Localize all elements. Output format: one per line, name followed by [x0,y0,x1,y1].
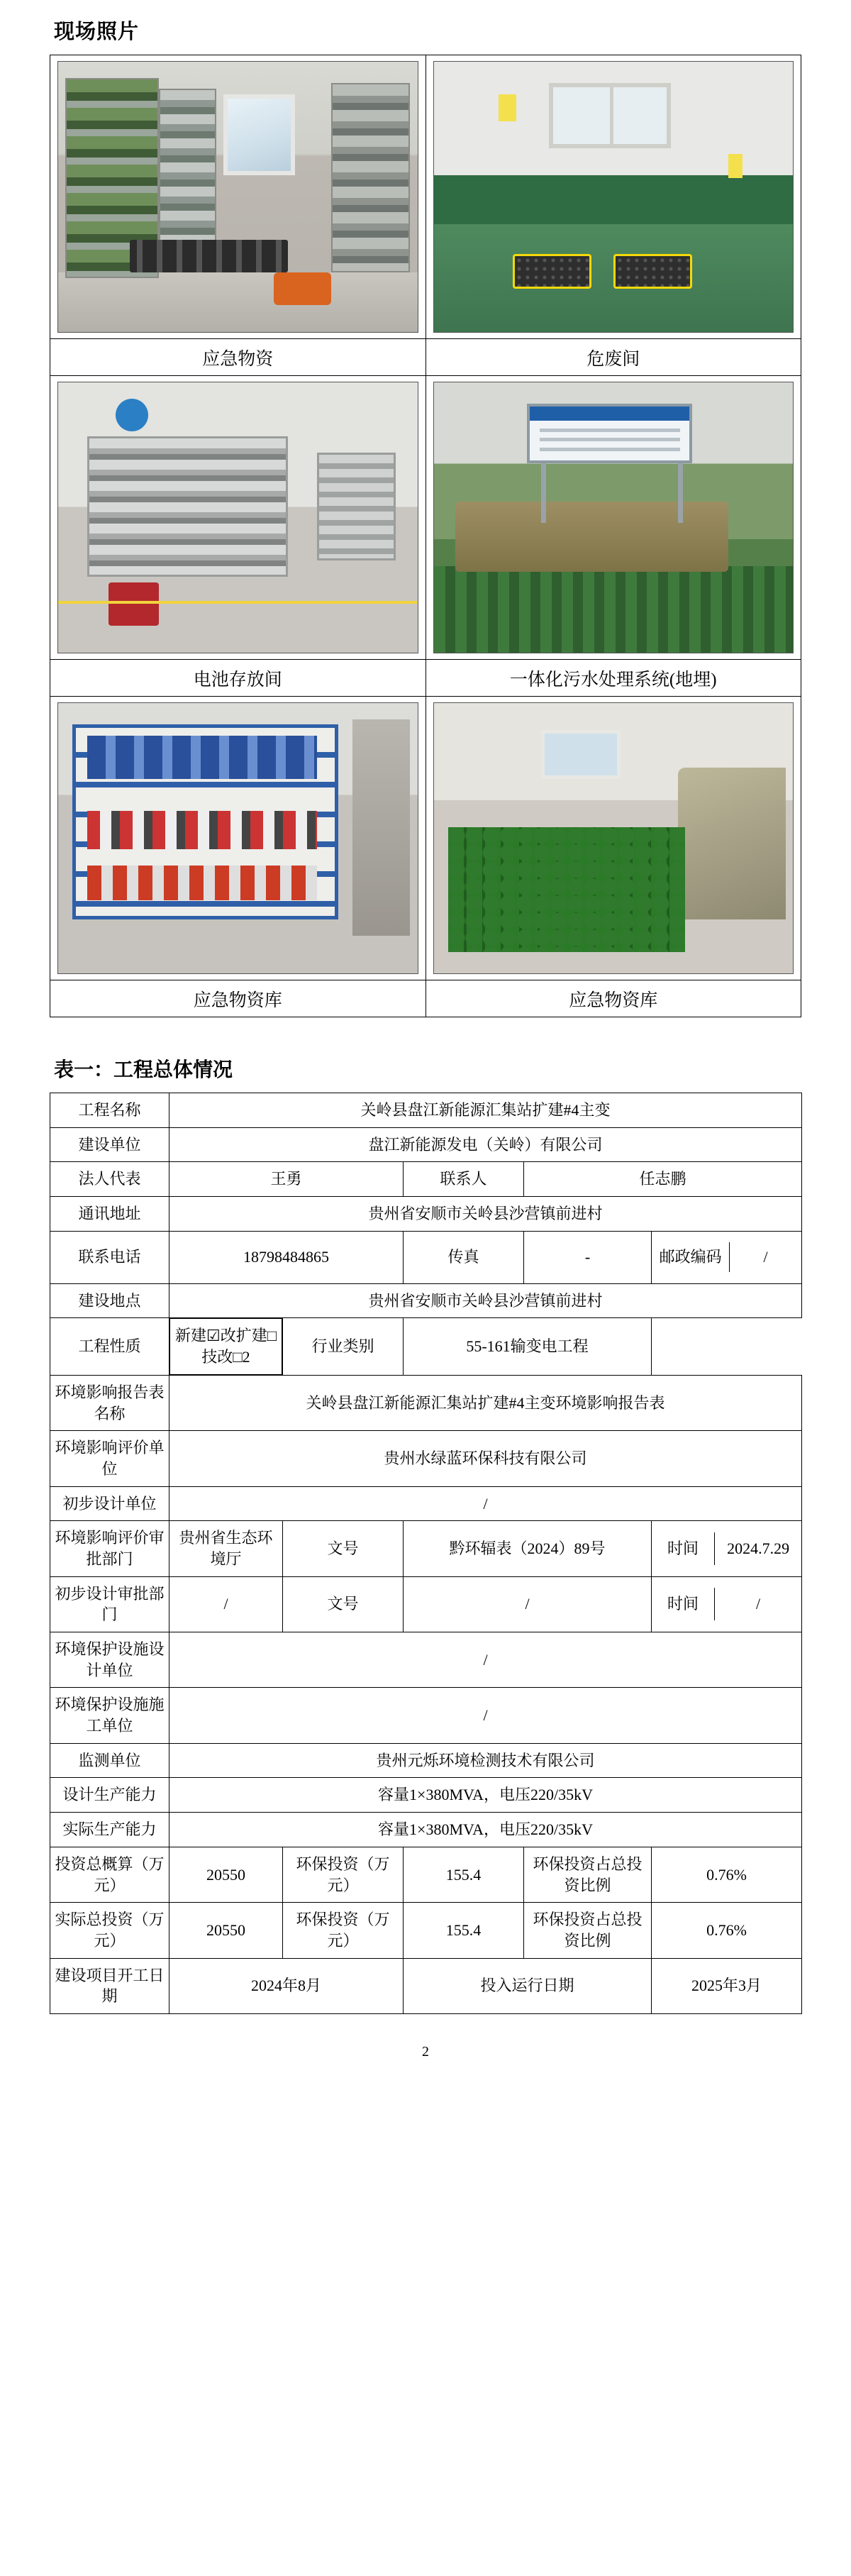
page-number: 2 [422,2043,429,2060]
value-industry-category: 55-161输变电工程 [404,1318,652,1375]
table-row-phone [50,1231,802,1283]
label-eia-unit: 环境影响评价单位 [50,1431,169,1486]
table-row-eia-unit [50,1431,802,1486]
photo-caption-hazardous-waste-room: 危废间 [425,339,801,376]
value-env-ratio-budget: 0.76% [652,1847,802,1902]
photo-cell-hazardous-waste-room [425,55,801,339]
photo-cell-emergency-supplies [50,55,426,339]
table-row-total-budget [50,1847,802,1902]
photo-sewage-treatment-system [433,382,794,653]
table-row-env-design-unit [50,1632,802,1688]
label-prelim-approval-dept: 初步设计审批部门 [50,1576,169,1632]
stored-boxes [87,736,317,779]
label-construction-unit: 建设单位 [50,1127,169,1162]
value-prelim-approval-dept: / [169,1576,283,1632]
warning-sign-icon [728,154,742,178]
label-env-invest-actual: 环保投资（万元） [283,1903,404,1958]
label-site: 建设地点 [50,1283,169,1318]
value-design-capacity: 容量1×380MVA，电压220/35kV [169,1778,802,1813]
value-actual-total: 20550 [169,1903,283,1958]
label-eia-time: 时间 [652,1532,715,1565]
prelim-time-group [652,1576,802,1632]
label-start-date: 建设项目开工日期 [50,1958,169,2013]
value-project-nature[interactable]: 新建☑改扩建□技改□2 [169,1318,282,1374]
table-row-prelim-approval [50,1576,802,1632]
label-actual-capacity: 实际生产能力 [50,1813,169,1847]
photo-row [50,376,801,660]
floor-marking-line [58,601,418,604]
photo-cell-battery-storage-room [50,376,426,660]
value-phone: 18798484865 [169,1231,404,1283]
label-legal-rep: 法人代表 [50,1162,169,1197]
battery-rack-secondary [317,453,396,560]
table-row-legal-rep [50,1162,802,1197]
table-row-design-capacity [50,1778,802,1813]
label-contact: 联系人 [404,1162,524,1197]
label-prelim-doc-no: 文号 [283,1576,404,1632]
label-project-nature: 工程性质 [50,1318,169,1375]
value-prelim-design-unit: / [169,1486,802,1521]
value-postcode: / [763,1248,768,1266]
battery-rack [87,436,289,577]
shelf-right [331,83,410,272]
label-operation-date: 投入运行日期 [404,1958,652,2013]
containment-tray [613,254,692,289]
label-industry-category: 行业类别 [283,1318,404,1375]
label-prelim-design-unit: 初步设计单位 [50,1486,169,1521]
table-row-env-construction-unit [50,1688,802,1743]
table-row-site [50,1283,802,1318]
label-monitor-unit: 监测单位 [50,1743,169,1778]
grass-area [434,566,794,653]
value-monitor-unit: 贵州元烁环境检测技术有限公司 [169,1743,802,1778]
photo-emergency-supplies [57,61,418,333]
photo-caption-emergency-supplies-warehouse-1: 应急物资库 [50,980,426,1017]
value-legal-rep: 王勇 [169,1162,404,1197]
label-eia-report-name: 环境影响报告表名称 [50,1375,169,1430]
label-project-name: 工程名称 [50,1093,169,1128]
board-header-bar [530,407,689,421]
photo-hazardous-waste-room [433,61,794,333]
value-project-name: 关岭县盘江新能源汇集站扩建#4主变 [169,1093,802,1128]
table-row-construction-unit [50,1127,802,1162]
value-prelim-time: / [756,1595,761,1613]
door [352,719,410,936]
warning-sign-icon [499,94,516,121]
value-site: 贵州省安顺市关岭县沙营镇前进村 [169,1283,802,1318]
table-row-dates [50,1958,802,2013]
table-row-eia-report [50,1375,802,1430]
label-design-capacity: 设计生产能力 [50,1778,169,1813]
photo-emergency-supplies-warehouse-2 [433,702,794,974]
value-address: 贵州省安顺市关岭县沙营镇前进村 [169,1197,802,1232]
project-overview-table [50,1093,802,2014]
photos-section-heading: 现场照片 [54,21,140,43]
photo-row [50,697,801,980]
label-prelim-time: 时间 [652,1588,715,1620]
photo-caption-battery-storage-room: 电池存放间 [50,660,426,697]
value-env-design-unit: / [169,1632,802,1688]
value-eia-time: 2024.7.29 [727,1539,790,1558]
label-env-ratio-actual: 环保投资占总投资比例 [524,1903,652,1958]
information-board [527,404,692,463]
covered-materials [678,768,786,919]
window [541,730,620,779]
window [549,83,671,148]
stored-items-row [87,866,317,901]
photo-row [50,55,801,339]
photo-caption-sewage-treatment-system: 一体化污水处理系统(地埋) [425,660,801,697]
red-cart [109,582,159,626]
caption-row [50,660,801,697]
label-fax: 传真 [404,1231,524,1283]
value-operation-date: 2025年3月 [652,1958,802,2013]
label-postcode: 邮政编码 [652,1242,730,1272]
caption-row [50,339,801,376]
table-row-project-name [50,1093,802,1128]
containment-tray [513,254,591,289]
label-env-construction-unit: 环境保护设施施工单位 [50,1688,169,1743]
table-one-title: 表一：工程总体情况 [54,1059,233,1081]
site-photos-table [50,55,801,1017]
value-eia-approval-dept: 贵州省生态环境厅 [169,1521,283,1576]
value-actual-capacity: 容量1×380MVA，电压220/35kV [169,1813,802,1847]
label-address: 通讯地址 [50,1197,169,1232]
value-fax: - [524,1231,652,1283]
label-env-invest-budget: 环保投资（万元） [283,1847,404,1902]
photo-caption-emergency-supplies: 应急物资 [50,339,426,376]
label-env-ratio-budget: 环保投资占总投资比例 [524,1847,652,1902]
label-eia-approval-dept: 环境影响评价审批部门 [50,1521,169,1576]
table-row-prelim-design-unit [50,1486,802,1521]
board-text-line [540,438,680,441]
page-content [50,0,801,2060]
caption-row [50,980,801,1017]
equipment-row [130,240,288,272]
board-text-line [540,429,680,432]
board-text-line [540,448,680,451]
company-logo-icon [116,399,148,431]
photo-caption-emergency-supplies-warehouse-2: 应急物资库 [425,980,801,1017]
label-actual-total: 实际总投资（万元） [50,1903,169,1958]
value-start-date: 2024年8月 [169,1958,404,2013]
photo-cell-sewage-treatment-system [425,376,801,660]
value-env-invest-actual: 155.4 [404,1903,524,1958]
table-row-monitor-unit [50,1743,802,1778]
value-env-invest-budget: 155.4 [404,1847,524,1902]
eia-time-group [652,1521,802,1576]
window [223,94,295,175]
table-row-nature [50,1318,802,1375]
value-env-ratio-actual: 0.76% [652,1903,802,1958]
label-phone: 联系电话 [50,1231,169,1283]
green-drums [448,827,685,951]
value-total-budget: 20550 [169,1847,283,1902]
label-total-budget: 投资总概算（万元） [50,1847,169,1902]
stored-items-row [87,811,317,848]
photo-emergency-supplies-warehouse-1 [57,702,418,974]
orange-cart [274,272,331,305]
value-eia-unit: 贵州水绿蓝环保科技有限公司 [169,1431,802,1486]
photo-cell-emergency-supplies-warehouse-2 [425,697,801,980]
label-env-design-unit: 环境保护设施设计单位 [50,1632,169,1688]
table-row-eia-approval [50,1521,802,1576]
postcode-group [652,1231,802,1283]
table-row-actual-capacity [50,1813,802,1847]
value-construction-unit: 盘江新能源发电（关岭）有限公司 [169,1127,802,1162]
table-row-address [50,1197,802,1232]
value-prelim-doc-no: / [404,1576,652,1632]
value-contact: 任志鹏 [524,1162,802,1197]
table-row-actual-total [50,1903,802,1958]
floor-area [58,272,418,332]
label-eia-doc-no: 文号 [283,1521,404,1576]
value-env-construction-unit: / [169,1688,802,1743]
value-eia-report-name: 关岭县盘江新能源汇集站扩建#4主变环境影响报告表 [169,1375,802,1430]
value-eia-doc-no: 黔环辐表（2024）89号 [404,1521,652,1576]
photo-battery-storage-room [57,382,418,653]
soil-area [455,502,728,572]
photo-cell-emergency-supplies-warehouse-1 [50,697,426,980]
